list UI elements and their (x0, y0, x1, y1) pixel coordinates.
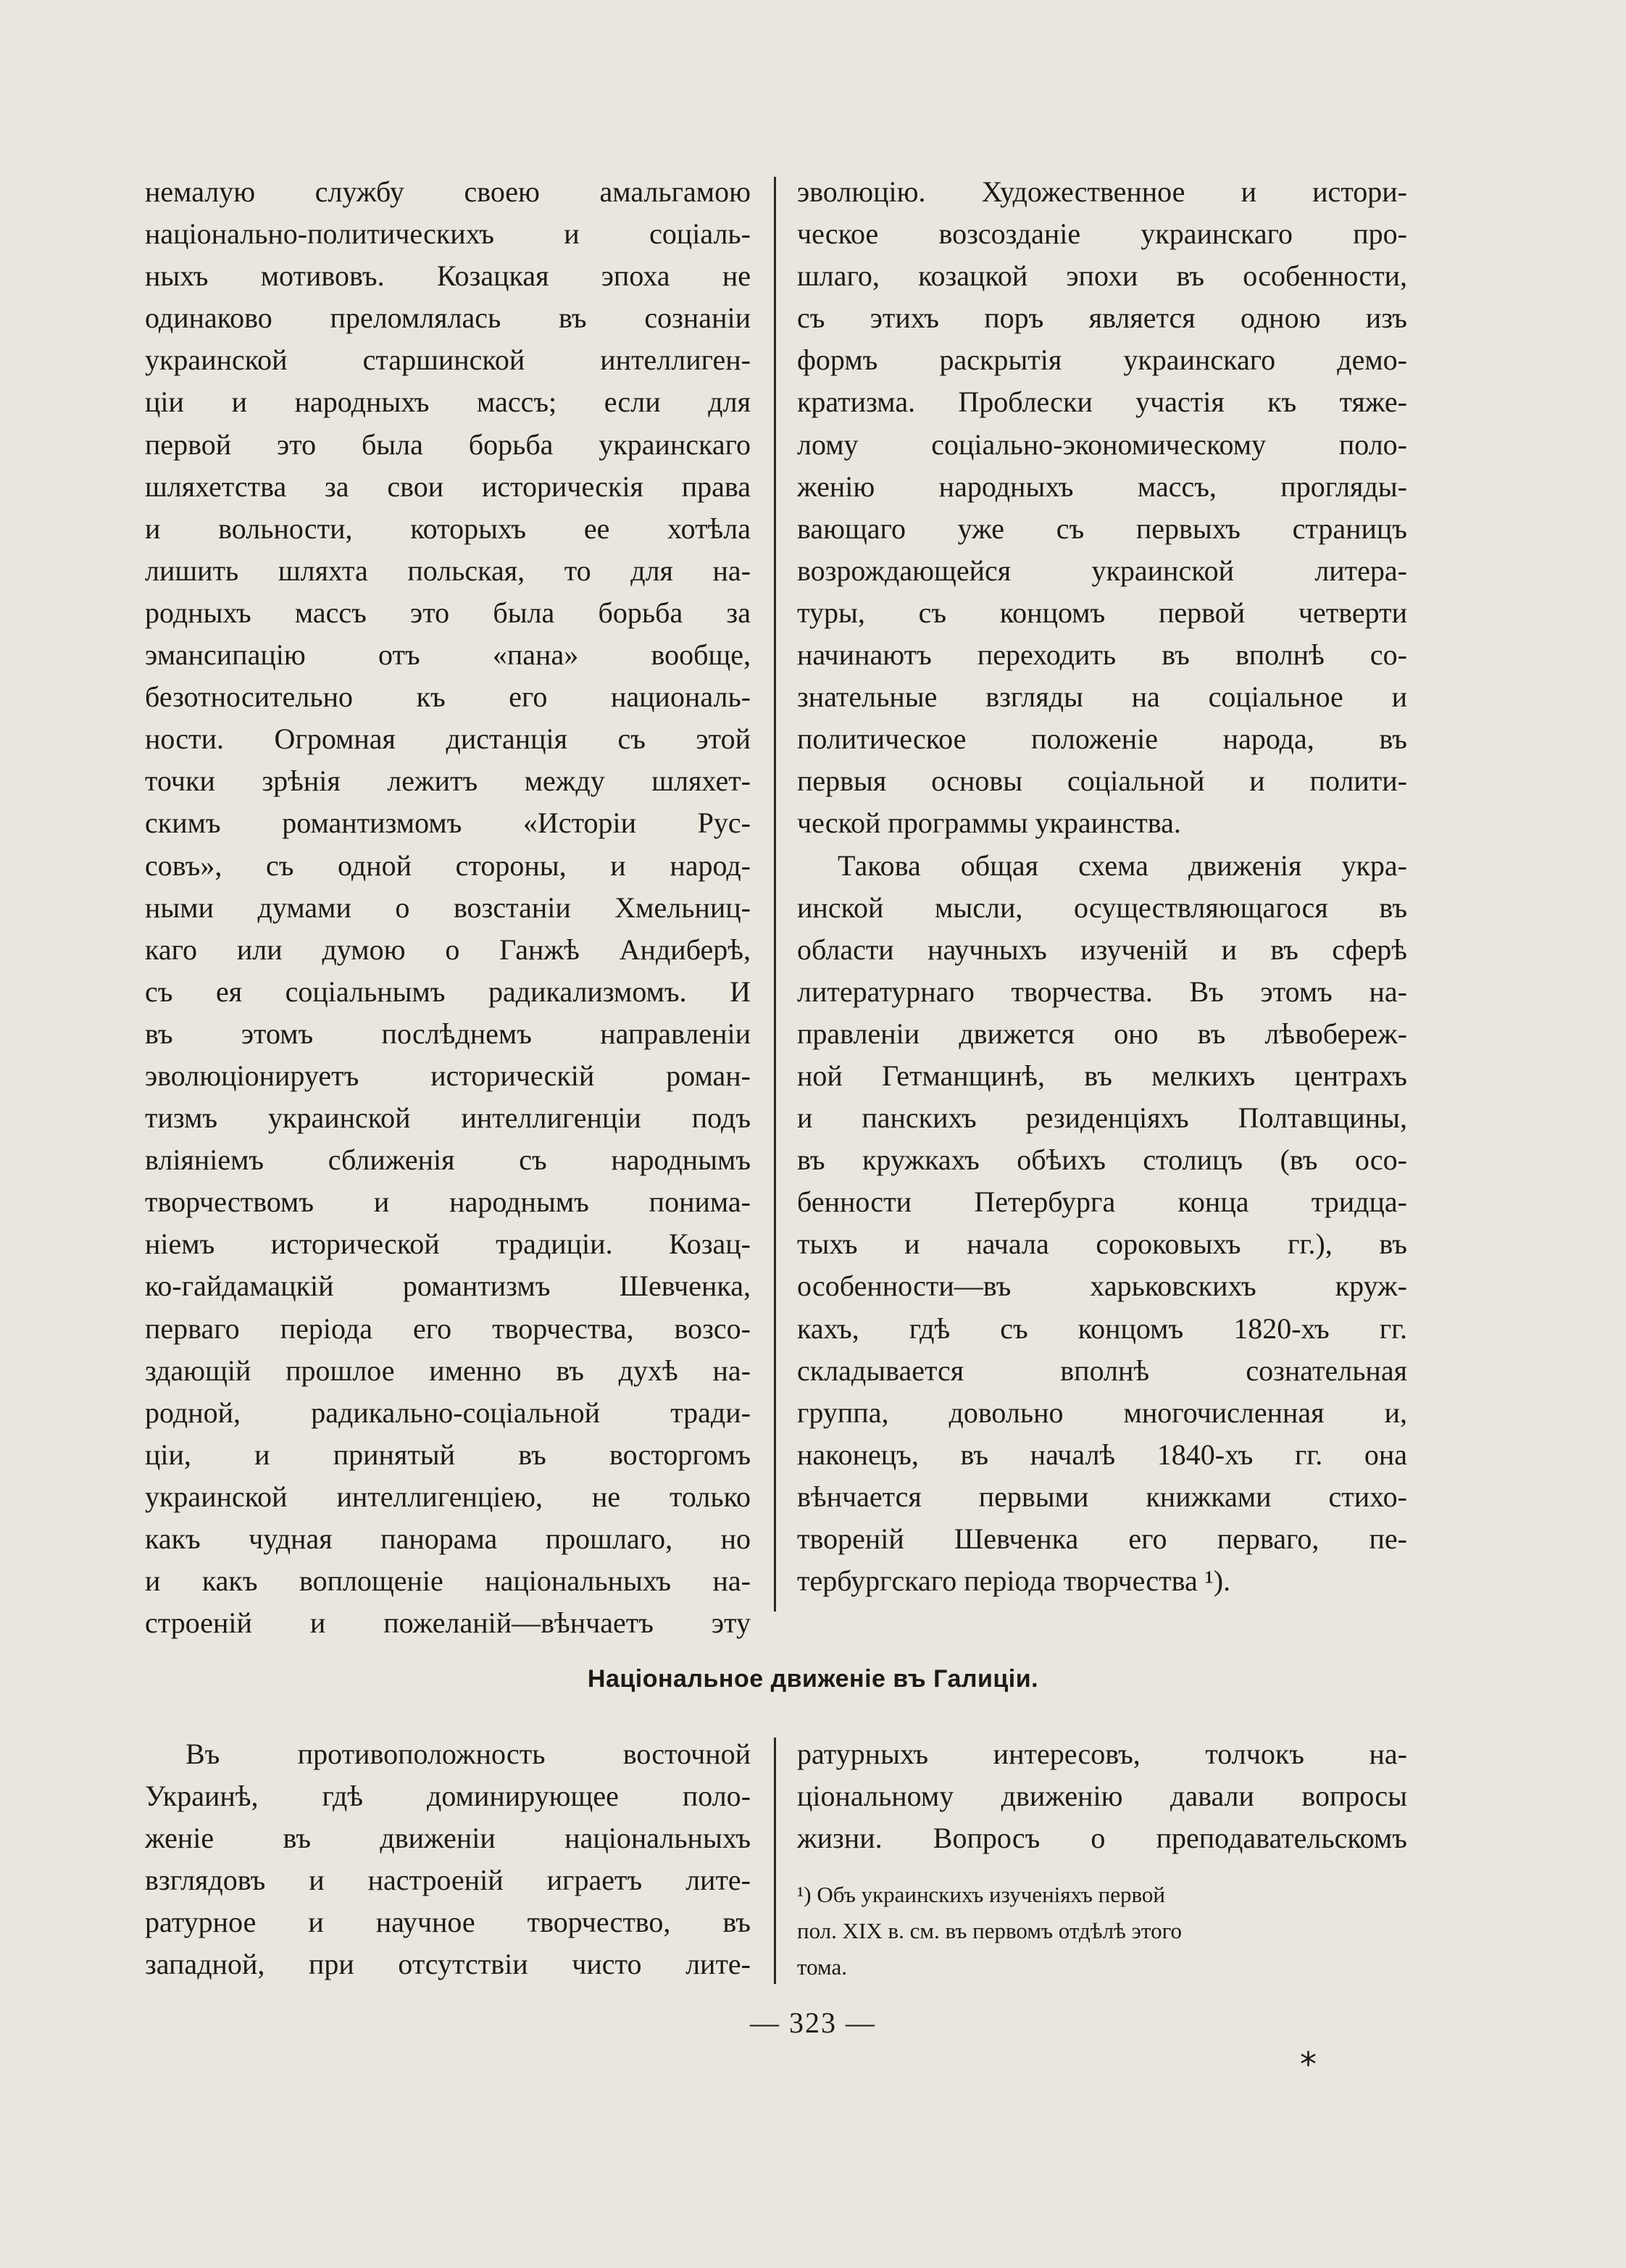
text-line: эволюцію. Художественное и истори- (797, 175, 1407, 208)
text-line: эмансипацію отъ «пана» вообще, (145, 638, 751, 672)
text-line: родной, радикально-соціальной тради- (145, 1396, 751, 1429)
text-column-top-right (797, 171, 1407, 1602)
footnote (797, 1877, 1407, 1985)
text-line: и какъ воплощеніе національныхъ на- (145, 1564, 751, 1598)
text-line: взглядовъ и настроеній играетъ лите- (145, 1864, 751, 1897)
text-line: ными думами о возстаніи Хмельниц- (145, 891, 751, 924)
text-line: ціи, и принятый въ восторгомъ (145, 1438, 751, 1471)
text-column-bottom-left (145, 1733, 751, 1986)
text-line: лому соціально-экономическому поло- (797, 428, 1407, 461)
text-line: каго или думою о Ганжѣ Андиберѣ, (145, 933, 751, 966)
text-line: наконецъ, въ началѣ 1840-хъ гг. она (797, 1438, 1407, 1471)
text-line: первыя основы соціальной и полити- (797, 764, 1407, 798)
text-line: знательные взгляды на соціальное и (797, 680, 1407, 714)
text-line: съ ея соціальнымъ радикализмомъ. И (145, 975, 751, 1008)
text-line: ратурное и научное творчество, въ (145, 1906, 751, 1939)
text-line: жизни. Вопросъ о преподавательскомъ (797, 1822, 1407, 1855)
section-heading: Національное движеніе въ Галиціи. (587, 1665, 1039, 1693)
text-line: ной Гетманщинѣ, въ мелкихъ центрахъ (797, 1059, 1407, 1092)
text-line: ратурныхъ интересовъ, толчокъ на- (797, 1738, 1407, 1770)
text-line: точки зрѣнія лежитъ между шляхет- (145, 764, 751, 798)
text-line: ныхъ мотивовъ. Козацкая эпоха не (145, 259, 751, 293)
text-line: эволюціонируетъ историческій роман- (145, 1059, 751, 1092)
text-line: украинской интеллигенціею, не только (145, 1480, 751, 1513)
text-line: перваго періода его творчества, возсо- (145, 1312, 751, 1345)
text-line: возрождающейся украинской литера- (797, 554, 1407, 587)
text-line: группа, довольно многочисленная и, (797, 1396, 1407, 1429)
signature-mark: * (1300, 2045, 1317, 2084)
text-line: тизмъ украинской интеллигенціи подъ (145, 1101, 751, 1135)
text-line: тома. (797, 1954, 847, 1980)
text-line: съ этихъ поръ является одною изъ (797, 301, 1407, 335)
text-line: здающій прошлое именно въ духѣ на- (145, 1354, 751, 1387)
text-line: и панскихъ резиденціяхъ Полтавщины, (797, 1101, 1407, 1135)
text-line: тербургскаго періода творчества ¹). (797, 1564, 1231, 1598)
text-line: бенности Петербурга конца тридца- (797, 1185, 1407, 1219)
column-divider-bottom (774, 1738, 776, 1984)
text-line: одинаково преломлялась въ сознаніи (145, 301, 751, 335)
text-line: въ кружкахъ обѣихъ столицъ (въ осо- (797, 1143, 1407, 1177)
text-line: немалую службу своею амальгамою (145, 175, 751, 208)
text-line: западной, при отсутствіи чисто лите- (145, 1948, 751, 1981)
text-line: области научныхъ изученій и въ сферѣ (797, 933, 1407, 966)
text-line: и вольности, которыхъ ее хотѣла (145, 512, 751, 545)
text-line: какъ чудная панорама прошлаго, но (145, 1522, 751, 1555)
text-line: родныхъ массъ это была борьба за (145, 596, 751, 629)
text-line: женіе въ движеніи національныхъ (145, 1822, 751, 1855)
text-line: ¹) Объ украинскихъ изученіяхъ первой (797, 1882, 1166, 1907)
text-line: лишить шляхта польская, то для на- (145, 554, 751, 587)
text-line: ціональному движенію давали вопросы (797, 1780, 1407, 1813)
text-line: правленіи движется оно въ лѣвобереж- (797, 1017, 1407, 1050)
text-line: инской мысли, осуществляющагося въ (797, 891, 1407, 924)
text-line: въ этомъ послѣднемъ направленіи (145, 1017, 751, 1050)
text-line: твореній Шевченка его перваго, пе- (797, 1522, 1407, 1555)
text-line: ніемъ исторической традиціи. Козац- (145, 1227, 751, 1261)
text-line: складывается вполнѣ сознательная (797, 1354, 1407, 1387)
text-line: Въ противоположность восточной (185, 1738, 751, 1770)
text-line: вающаго уже съ первыхъ страницъ (797, 512, 1407, 545)
text-line: начинаютъ переходить въ вполнѣ со- (797, 638, 1407, 672)
text-line: литературнаго творчества. Въ этомъ на- (797, 975, 1407, 1008)
text-line: ческой программы украинства. (797, 806, 1181, 840)
text-line: тыхъ и начала сороковыхъ гг.), въ (797, 1227, 1407, 1261)
text-line: Такова общая схема движенія укра- (838, 849, 1407, 882)
text-line: кратизма. Проблески участія къ тяже- (797, 385, 1407, 419)
text-line: ческое возсозданіе украинскаго про- (797, 217, 1407, 251)
text-line: политическое положеніе народа, въ (797, 722, 1407, 756)
text-line: первой это была борьба украинскаго (145, 428, 751, 461)
text-line: творчествомъ и народнымъ понима- (145, 1185, 751, 1219)
text-line: скимъ романтизмомъ «Исторіи Рус- (145, 806, 751, 840)
text-line: строеній и пожеланій—вѣнчаетъ эту (145, 1606, 751, 1640)
text-line: шлаго, козацкой эпохи въ особенности, (797, 259, 1407, 293)
column-divider-top (774, 177, 776, 1612)
text-line: вліяніемъ сближенія съ народнымъ (145, 1143, 751, 1177)
text-line: особенности—въ харьковскихъ круж- (797, 1270, 1407, 1303)
text-line: формъ раскрытія украинскаго демо- (797, 343, 1407, 377)
text-line: кахъ, гдѣ съ концомъ 1820-хъ гг. (797, 1312, 1407, 1345)
text-line: національно-политическихъ и соціаль- (145, 217, 751, 251)
text-line: украинской старшинской интеллиген- (145, 343, 751, 377)
text-column-bottom-right (797, 1733, 1407, 1859)
text-line: женію народныхъ массъ, прогляды- (797, 470, 1407, 503)
text-line: пол. XIX в. см. въ первомъ отдѣлѣ этого (797, 1918, 1183, 1943)
text-line: ціи и народныхъ массъ; если для (145, 385, 751, 419)
text-line: ности. Огромная дистанція съ этой (145, 722, 751, 756)
text-line: Украинѣ, гдѣ доминирующее поло- (145, 1780, 751, 1813)
text-line: безотносительно къ его националь- (145, 680, 751, 714)
text-line: шляхетства за свои историческія права (145, 470, 751, 503)
text-line: совъ», съ одной стороны, и народ- (145, 849, 751, 882)
text-line: вѣнчается первыми книжками стихо- (797, 1480, 1407, 1513)
page-number: — 323 — (750, 2006, 876, 2039)
text-column-top-left (145, 171, 751, 1644)
text-line: туры, съ концомъ первой четверти (797, 596, 1407, 629)
text-line: ко-гайдамацкій романтизмъ Шевченка, (145, 1270, 751, 1303)
